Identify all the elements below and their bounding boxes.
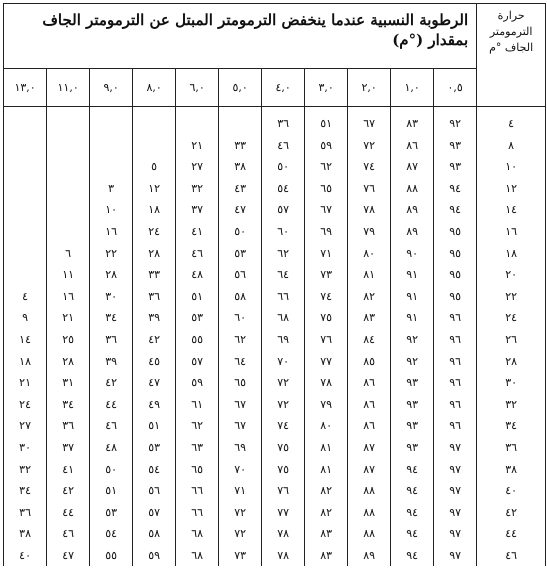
humidity-value: ٣٠: [105, 289, 118, 303]
humidity-value: ٤٧: [148, 376, 161, 390]
humidity-value: ٩٧: [449, 440, 462, 454]
humidity-value: ٢٥: [62, 332, 75, 346]
humidity-value: ٦٨: [191, 548, 204, 562]
humidity-value: ٤٦: [62, 527, 75, 541]
humidity-value: ٧٤: [363, 160, 376, 174]
humidity-value: ٦٠: [277, 224, 290, 238]
humidity-value: ٩٤: [406, 484, 419, 498]
humidity-value: ٦٢: [277, 246, 290, 260]
row-header-label: حرارة الترمومتر الجاف °م: [489, 9, 534, 54]
humidity-value: [4, 221, 46, 243]
humidity-value: ٧٨: [277, 548, 290, 562]
humidity-column-0: [434, 107, 477, 567]
humidity-value: [4, 199, 46, 221]
humidity-value: [133, 113, 175, 135]
humidity-value: ٩٦: [449, 376, 462, 390]
temperature-value: ٣٦: [505, 440, 518, 454]
humidity-value: ٧٨: [363, 203, 376, 217]
humidity-value: ٣٦: [148, 289, 161, 303]
humidity-value: ٦١: [191, 397, 204, 411]
temperature-value: ٢٤: [505, 311, 518, 325]
humidity-value: ٣٦: [19, 505, 31, 519]
humidity-value: ٥: [151, 160, 158, 174]
humidity-value: ٥٣: [148, 440, 161, 454]
humidity-value: [90, 113, 132, 135]
humidity-value: ٢٤: [148, 224, 161, 238]
humidity-value: ٢١: [191, 138, 204, 152]
table-title: الرطوبة النسبية عندما ينخفض الترمومتر المبتل عن الترمومتر الجاف بمقدار (°م): [42, 11, 469, 49]
humidity-value: ٤٣: [234, 181, 247, 195]
humidity-value: ٣٨: [19, 527, 31, 541]
humidity-value: ٦٥: [191, 462, 204, 476]
humidity-value: ٩٢: [406, 332, 419, 346]
humidity-value: ٨٨: [363, 484, 376, 498]
temperature-value: ٤٠: [505, 484, 518, 498]
humidity-value: ٦٥: [234, 376, 247, 390]
humidity-value: [47, 221, 89, 243]
humidity-value: ٦: [65, 246, 72, 260]
humidity-value: ٧٣: [320, 268, 333, 282]
humidity-value: ٦٩: [234, 440, 247, 454]
humidity-value: ٣٠: [19, 440, 31, 454]
humidity-value: ٥٦: [148, 484, 161, 498]
humidity-value: [47, 113, 89, 135]
humidity-value: ٥١: [191, 289, 204, 303]
temperature-value: ٣٤: [505, 419, 518, 433]
humidity-value: ٨٦: [406, 138, 419, 152]
humidity-value: ١٢: [148, 181, 161, 195]
humidity-value: ٦٨: [277, 311, 290, 325]
humidity-value: ٤٢: [62, 484, 75, 498]
humidity-value: ٦٢: [191, 419, 204, 433]
humidity-value: ٧٦: [363, 181, 376, 195]
humidity-value: ٤٨: [191, 268, 204, 282]
humidity-value: ٩٠: [406, 246, 419, 260]
humidity-value: ٥٩: [148, 548, 161, 562]
humidity-value: ٢٨: [148, 246, 161, 260]
humidity-value: [4, 156, 46, 178]
humidity-value: ٤١: [62, 462, 75, 476]
humidity-value: ٨٦: [363, 397, 376, 411]
humidity-value: ٤: [22, 289, 29, 303]
humidity-value: ٧٩: [320, 397, 333, 411]
humidity-column-7: [133, 107, 176, 567]
humidity-value: ٣٢: [19, 462, 31, 476]
temperature-value: ١٤: [505, 203, 518, 217]
humidity-value: ٩٤: [406, 527, 419, 541]
humidity-value: ٣٤: [19, 484, 31, 498]
humidity-value: ١٠: [105, 203, 118, 217]
temperature-value: ٢٨: [505, 354, 518, 368]
humidity-value: ٧٢: [277, 376, 290, 390]
humidity-column-8: [90, 107, 133, 567]
table-title-cell: [4, 4, 477, 69]
humidity-value: ١٨: [148, 203, 161, 217]
humidity-value: [90, 135, 132, 157]
humidity-value: ٧٨: [320, 376, 333, 390]
humidity-value: ٨٧: [406, 160, 419, 174]
humidity-value: ٥٩: [191, 376, 204, 390]
humidity-value: ٨١: [363, 268, 376, 282]
humidity-value: ٧١: [320, 246, 333, 260]
humidity-value: ٥٤: [105, 527, 118, 541]
humidity-value: ٩٧: [449, 505, 462, 519]
humidity-value: ٢٧: [191, 160, 204, 174]
humidity-value: ٧٦: [277, 484, 290, 498]
humidity-value: ٦٧: [234, 419, 247, 433]
humidity-value: ٧٣: [234, 548, 247, 562]
humidity-value: ٦٢: [320, 160, 333, 174]
humidity-value: ٥٠: [277, 160, 290, 174]
humidity-value: ٣: [108, 181, 115, 195]
humidity-value: ٨٧: [363, 462, 376, 476]
temperature-column: [477, 107, 546, 567]
humidity-column-6: [176, 107, 219, 567]
humidity-value: ٥٣: [105, 505, 118, 519]
humidity-value: ٩٧: [449, 484, 462, 498]
humidity-table: [3, 3, 546, 566]
delta-header-0: ٠,٥: [434, 69, 477, 107]
humidity-value: ٧٢: [234, 505, 247, 519]
humidity-value: ٤٦: [191, 246, 204, 260]
delta-header-3: ٣,٠: [305, 69, 348, 107]
delta-header-5: ٥,٠: [219, 69, 262, 107]
humidity-value: ٢٨: [105, 268, 118, 282]
humidity-value: ٨٣: [320, 548, 333, 562]
humidity-value: ١٦: [105, 224, 118, 238]
humidity-value: ٣٤: [105, 311, 118, 325]
humidity-value: ٨١: [320, 440, 333, 454]
humidity-value: ٣٦: [62, 419, 75, 433]
humidity-value: ٧٨: [277, 527, 290, 541]
humidity-value: ٩: [22, 311, 29, 325]
temperature-value: ٨: [508, 138, 515, 152]
humidity-value: ٩٥: [449, 246, 462, 260]
humidity-value: ٩٢: [449, 117, 462, 130]
humidity-value: [4, 243, 46, 265]
humidity-value: [4, 135, 46, 157]
humidity-value: ٥٥: [191, 332, 204, 346]
humidity-column-1: [391, 107, 434, 567]
humidity-value: ٤٤: [62, 505, 75, 519]
humidity-value: ٦٢: [234, 332, 247, 346]
humidity-value: ٤٢: [148, 332, 161, 346]
humidity-value: [133, 135, 175, 157]
delta-header-6: ٦,٠: [176, 69, 219, 107]
humidity-value: ٥١: [105, 484, 118, 498]
humidity-value: ٦٨: [191, 527, 204, 541]
humidity-value: ٦٧: [320, 203, 333, 217]
humidity-value: ٩٧: [449, 527, 462, 541]
humidity-value: ٦٩: [277, 332, 290, 346]
humidity-value: ٥٣: [234, 246, 247, 260]
humidity-value: [47, 178, 89, 200]
humidity-value: ٧٠: [277, 354, 290, 368]
humidity-value: ٨٠: [320, 419, 333, 433]
temperature-value: ٢٦: [505, 332, 518, 346]
humidity-value: ٤٥: [148, 354, 161, 368]
humidity-value: ٩٣: [406, 419, 419, 433]
humidity-value: ٨٨: [406, 181, 419, 195]
humidity-value: ٦٦: [277, 289, 290, 303]
humidity-value: ٧٢: [234, 527, 247, 541]
humidity-value: ١٨: [19, 354, 31, 368]
humidity-value: ٦٤: [234, 354, 247, 368]
humidity-value: ٤١: [191, 224, 204, 238]
humidity-value: ٥٨: [234, 289, 247, 303]
humidity-value: ٢٢: [105, 246, 118, 260]
humidity-value: ٥٧: [148, 505, 161, 519]
delta-header-8: ٩,٠: [90, 69, 133, 107]
humidity-value: ٥٠: [234, 224, 247, 238]
humidity-value: ٤٤: [105, 397, 118, 411]
temperature-value: ٣٠: [505, 376, 518, 390]
humidity-value: ٥٨: [148, 527, 161, 541]
temperature-value: ١٦: [505, 224, 518, 238]
temperature-value: ١٨: [505, 246, 518, 260]
humidity-value: ٧٤: [320, 289, 333, 303]
humidity-value: ٨٣: [406, 117, 419, 130]
humidity-value: ١٦: [62, 289, 75, 303]
humidity-value: ٣١: [62, 376, 75, 390]
humidity-value: ٧٧: [277, 505, 290, 519]
humidity-value: ٩٤: [449, 181, 462, 195]
humidity-value: ٢١: [62, 311, 75, 325]
humidity-value: ٩٥: [449, 224, 462, 238]
humidity-value: ٨٩: [363, 548, 376, 562]
humidity-value: ٨٦: [363, 376, 376, 390]
humidity-value: ٩٦: [449, 354, 462, 368]
humidity-value: ٧٧: [320, 354, 333, 368]
humidity-value: ٩٥: [449, 268, 462, 282]
humidity-value: ٣٣: [234, 138, 247, 152]
humidity-value: ٨٣: [363, 311, 376, 325]
humidity-value: ٧٥: [277, 462, 290, 476]
row-header-cell: [477, 4, 546, 107]
humidity-value: ٤٠: [19, 548, 31, 562]
humidity-value: ٨٠: [363, 246, 376, 260]
temperature-value: ١٠: [505, 160, 518, 174]
humidity-value: ٦٥: [320, 181, 333, 195]
humidity-value: ٥٥: [105, 548, 118, 562]
humidity-value: ٧٥: [277, 440, 290, 454]
humidity-value: ٤٦: [105, 419, 118, 433]
humidity-value: ٣٦: [277, 117, 290, 130]
humidity-value: ٩٦: [449, 311, 462, 325]
delta-header-9: ١١,٠: [47, 69, 90, 107]
temperature-value: ٣٢: [505, 397, 518, 411]
humidity-value: ٩٣: [406, 397, 419, 411]
humidity-value: ٩٣: [449, 138, 462, 152]
humidity-value: [176, 113, 218, 135]
humidity-column-4: [262, 107, 305, 567]
humidity-value: ٩١: [406, 268, 419, 282]
humidity-value: ٦٧: [363, 117, 376, 130]
humidity-value: ٩٣: [449, 160, 462, 174]
humidity-value: ٥٤: [148, 462, 161, 476]
humidity-value: ٢٤: [19, 397, 31, 411]
humidity-value: ٨٢: [363, 289, 376, 303]
humidity-value: ٣٦: [105, 332, 118, 346]
delta-header-row: [4, 69, 546, 107]
humidity-value: ٩٤: [406, 505, 419, 519]
humidity-value: ٦٤: [277, 268, 290, 282]
humidity-value: ٧٢: [277, 397, 290, 411]
humidity-value: ٩٧: [449, 462, 462, 476]
humidity-value: ٩٥: [449, 289, 462, 303]
humidity-value: ١٤: [19, 332, 31, 346]
humidity-value: ٨٩: [406, 224, 419, 238]
humidity-value: ٢٨: [62, 354, 75, 368]
humidity-value: ٨٨: [363, 505, 376, 519]
humidity-value: ٩٦: [449, 419, 462, 433]
humidity-value: ٣٧: [191, 203, 204, 217]
humidity-value: ٣٤: [62, 397, 75, 411]
humidity-value: ٥٦: [234, 268, 247, 282]
humidity-value: ٥٧: [277, 203, 290, 217]
temperature-value: ٤: [508, 117, 515, 130]
humidity-value: ٩٤: [449, 203, 462, 217]
humidity-value: ٤٧: [234, 203, 247, 217]
humidity-value: [47, 156, 89, 178]
humidity-value: ٩٦: [449, 332, 462, 346]
humidity-value: ٩٧: [449, 548, 462, 562]
humidity-value: ٤٦: [277, 138, 290, 152]
humidity-value: ٧٦: [320, 332, 333, 346]
table-body-row: [4, 107, 546, 567]
humidity-value: ٩٣: [406, 440, 419, 454]
humidity-column-10: [4, 107, 47, 567]
humidity-value: [219, 113, 261, 135]
humidity-value: ٩١: [406, 289, 419, 303]
humidity-value: [4, 178, 46, 200]
humidity-value: ٧١: [234, 484, 247, 498]
humidity-value: ٨٤: [363, 332, 376, 346]
humidity-value: ٧٠: [234, 462, 247, 476]
humidity-value: ٢١: [19, 376, 31, 390]
humidity-value: [4, 264, 46, 286]
humidity-value: ٧٥: [320, 311, 333, 325]
humidity-value: ٤٨: [105, 440, 118, 454]
humidity-value: ٥٠: [105, 462, 118, 476]
humidity-value: ٤٩: [148, 397, 161, 411]
humidity-column-3: [305, 107, 348, 567]
humidity-value: ١١: [62, 268, 75, 282]
humidity-value: ٩٢: [406, 354, 419, 368]
humidity-value: ٨٧: [363, 440, 376, 454]
humidity-value: [4, 113, 46, 135]
humidity-value: ٦٦: [191, 484, 204, 498]
humidity-value: ٨٦: [363, 419, 376, 433]
humidity-value: ٨٨: [363, 527, 376, 541]
delta-header-4: ٤,٠: [262, 69, 305, 107]
delta-header-1: ١,٠: [391, 69, 434, 107]
humidity-value: ٨٢: [320, 484, 333, 498]
humidity-value: ٣٢: [191, 181, 204, 195]
humidity-value: ٨٢: [320, 505, 333, 519]
humidity-value: ٧٩: [363, 224, 376, 238]
delta-header-2: ٢,٠: [348, 69, 391, 107]
humidity-value: ٥٤: [277, 181, 290, 195]
humidity-value: ٦٣: [191, 440, 204, 454]
humidity-value: ٢٧: [19, 419, 31, 433]
humidity-value: ٦٦: [191, 505, 204, 519]
humidity-value: ٥١: [148, 419, 161, 433]
temperature-value: ٢٠: [505, 268, 518, 282]
humidity-value: ٦٠: [234, 311, 247, 325]
humidity-value: ٤٧: [62, 548, 75, 562]
humidity-value: ٣٩: [105, 354, 118, 368]
humidity-value: ٦٩: [320, 224, 333, 238]
humidity-value: ٥٩: [320, 138, 333, 152]
humidity-value: ٣٧: [62, 440, 75, 454]
humidity-value: ٩٤: [406, 548, 419, 562]
humidity-value: [90, 156, 132, 178]
humidity-column-9: [47, 107, 90, 567]
humidity-value: ٥١: [320, 117, 333, 130]
delta-header-7: ٨,٠: [133, 69, 176, 107]
humidity-value: ٨٣: [320, 527, 333, 541]
humidity-value: ٨٥: [363, 354, 376, 368]
temperature-value: ٢٢: [505, 289, 518, 303]
humidity-value: ٩١: [406, 311, 419, 325]
humidity-column-2: [348, 107, 391, 567]
humidity-value: [47, 199, 89, 221]
delta-header-10: ١٣,٠: [4, 69, 47, 107]
humidity-value: ٥٧: [191, 354, 204, 368]
humidity-value: ٩٣: [406, 376, 419, 390]
humidity-value: ٤٢: [105, 376, 118, 390]
humidity-value: ٩٦: [449, 397, 462, 411]
humidity-value: ٧٤: [277, 419, 290, 433]
temperature-value: ٤٢: [505, 505, 518, 519]
humidity-value: ٣٨: [234, 160, 247, 174]
humidity-value: ٣٩: [148, 311, 161, 325]
humidity-value: ٦٧: [234, 397, 247, 411]
humidity-value: ٩٤: [406, 462, 419, 476]
humidity-value: ٨٩: [406, 203, 419, 217]
humidity-value: ٨١: [320, 462, 333, 476]
humidity-value: ٥٣: [191, 311, 204, 325]
temperature-value: ٤٤: [505, 527, 518, 541]
temperature-value: ٤٦: [505, 548, 518, 562]
humidity-value: ٣٣: [148, 268, 161, 282]
humidity-value: ٧٢: [363, 138, 376, 152]
temperature-value: ٣٨: [505, 462, 518, 476]
humidity-column-5: [219, 107, 262, 567]
humidity-value: [47, 135, 89, 157]
temperature-value: ١٢: [505, 181, 518, 195]
